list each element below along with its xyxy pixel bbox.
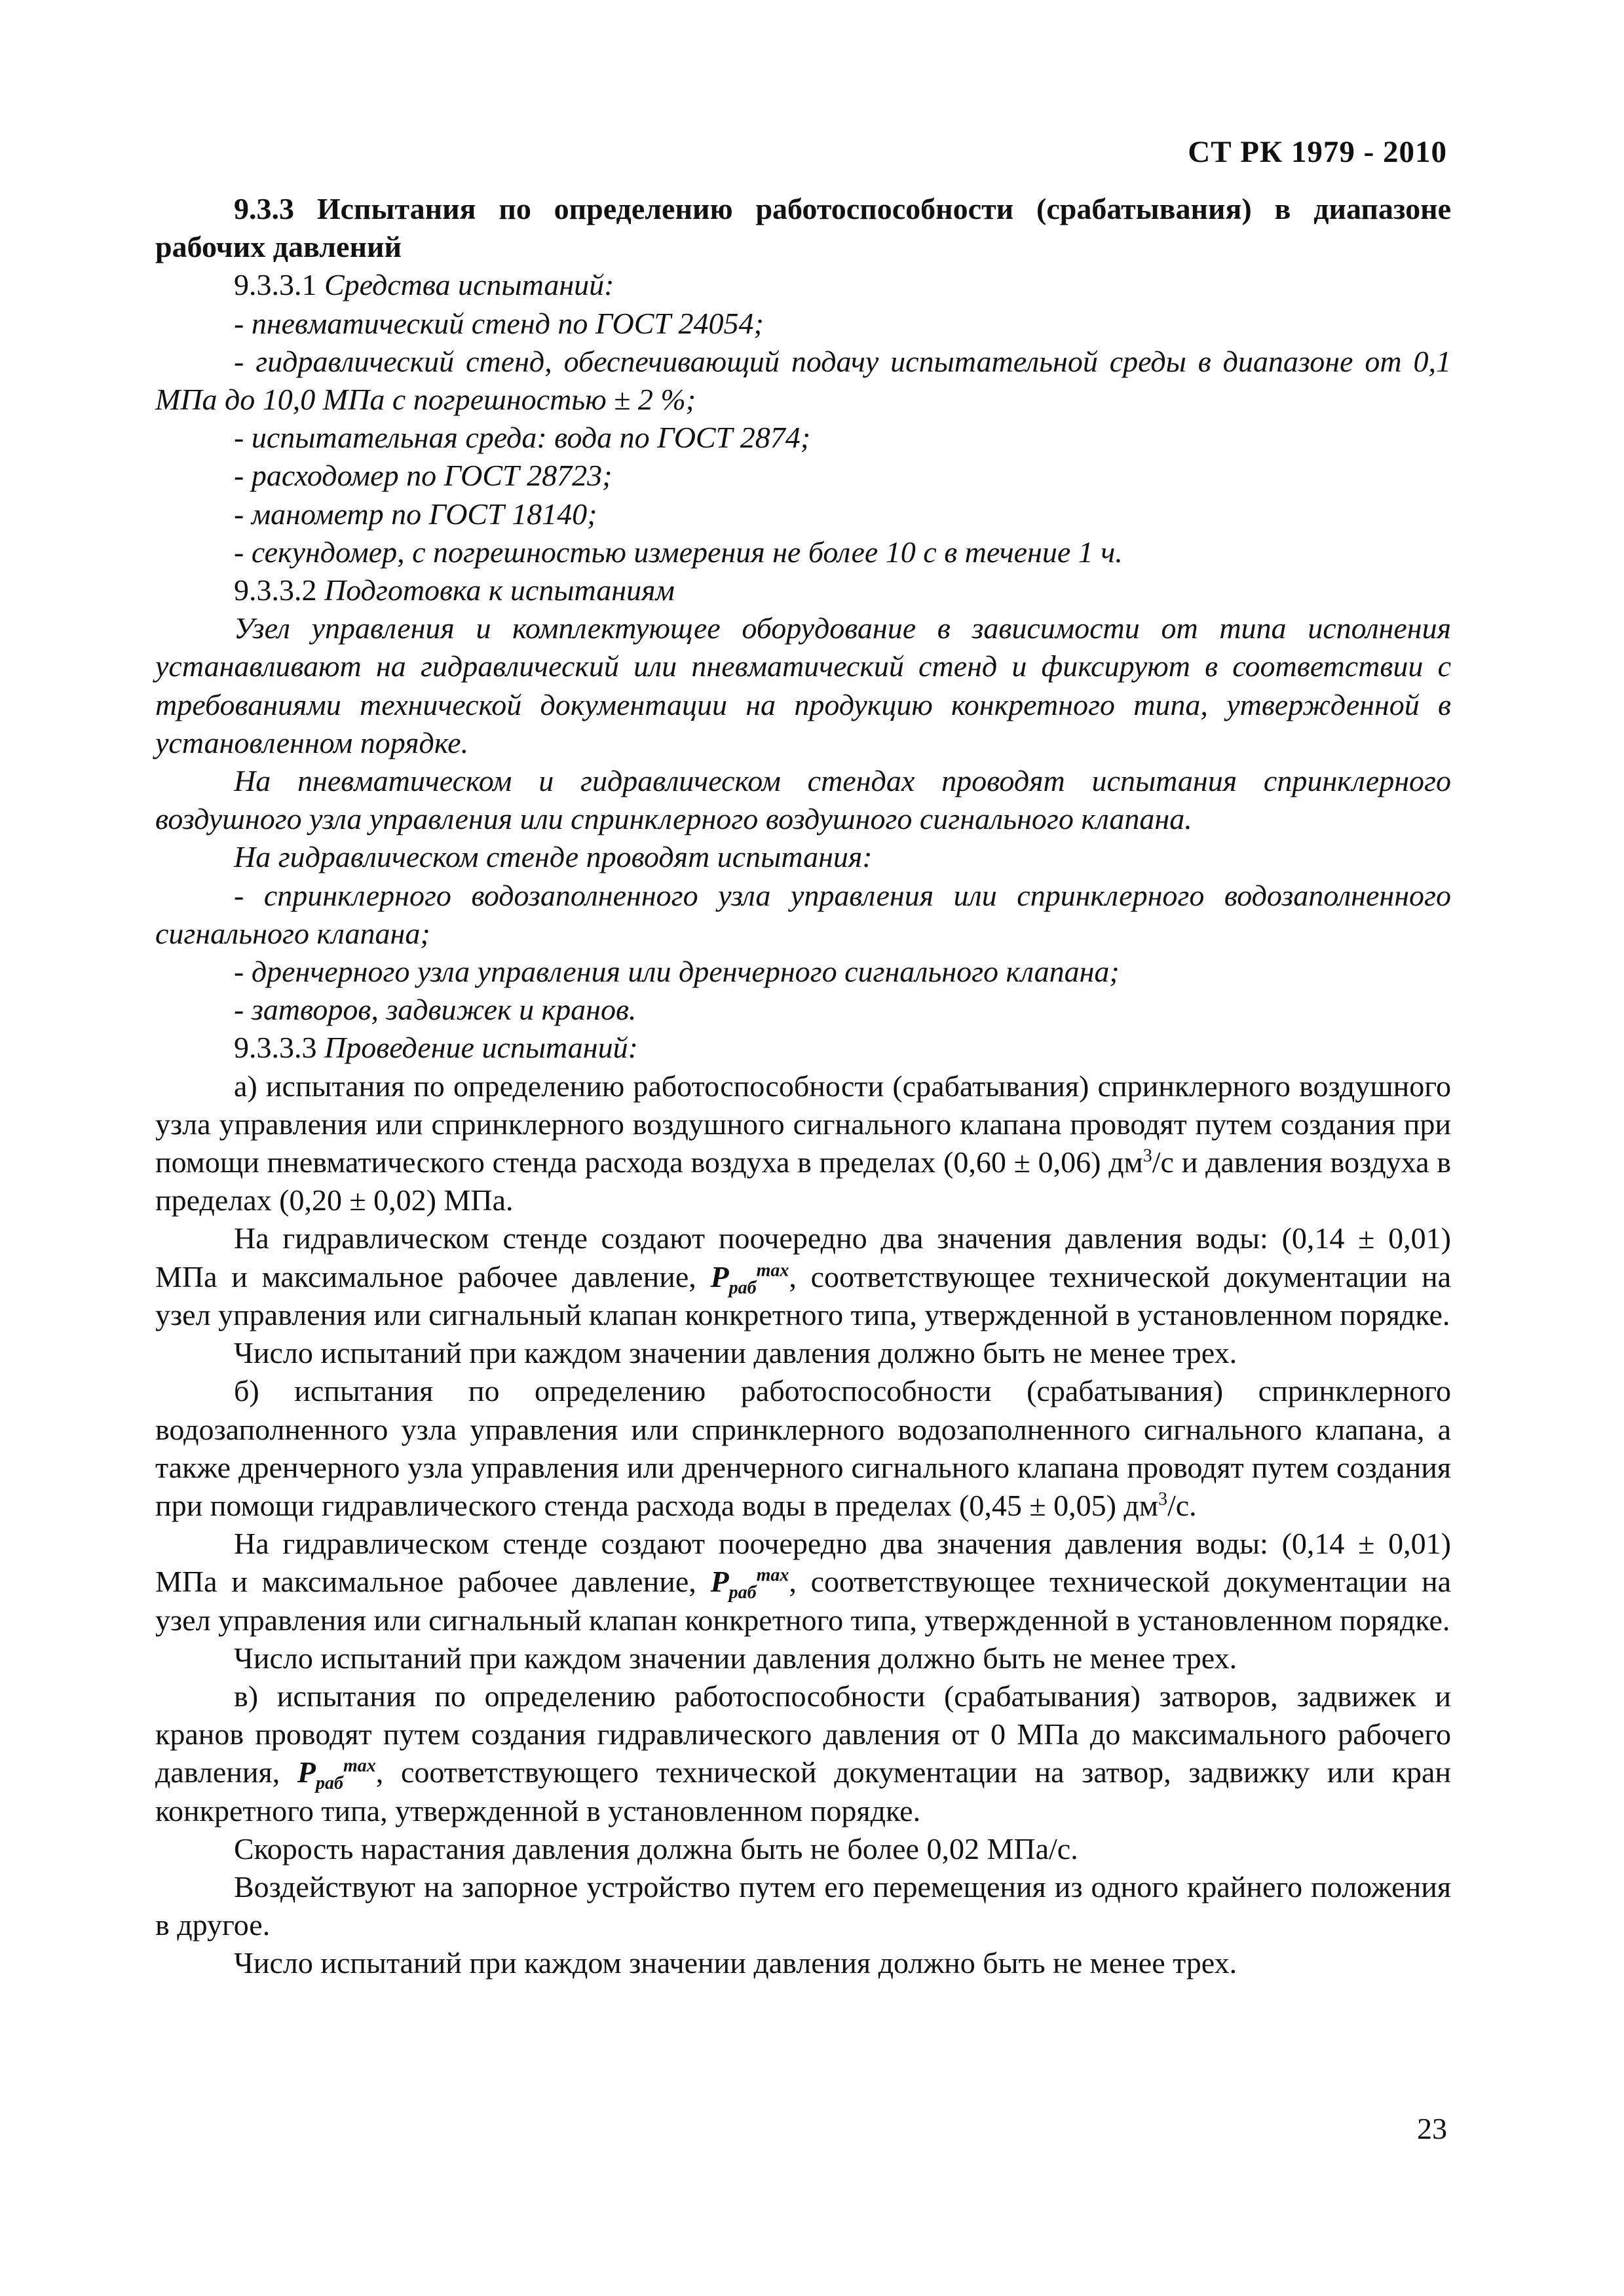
pressure-symbol: P: [710, 1259, 729, 1293]
paragraph: На пневматическом и гидравлическом стендах проводят испытания спринклерного воздушного узла управления или спринклерного воздушного сигнального клапана.: [155, 764, 1451, 836]
paragraph: Число испытаний при каждом значении давления должно быть не менее трех.: [234, 1946, 1237, 1980]
section-heading: 9.3.3 Испытания по определению работоспособности (срабатывания) в диапазоне рабочих давлений: [155, 192, 1451, 264]
pressure-subscript: раб: [728, 1277, 757, 1298]
pressure-superscript: max: [756, 1565, 789, 1586]
subsection-number: 9.3.3.3: [234, 1031, 317, 1065]
subsection-title: Подготовка к испытаниям: [324, 573, 675, 607]
paragraph: Число испытаний при каждом значении давления должно быть не менее трех.: [234, 1336, 1237, 1370]
paragraph: Узел управления и комплектующее оборудование в зависимости от типа исполнения устанавливают на гидравлический или пневматический стенд и фиксируют в соответствии с требованиями технической документации на продукцию конкретного типа, утвержденной в установленном порядке.: [155, 611, 1451, 759]
list-item: - расходомер по ГОСТ 28723;: [234, 459, 613, 493]
paragraph: Скорость нарастания давления должна быть не более 0,02 МПа/с.: [234, 1831, 1078, 1866]
paragraph: Воздействуют на запорное устройство путем его перемещения из одного крайнего положения в другое.: [155, 1869, 1451, 1942]
list-item: - секундомер, с погрешностью измерения не более 10 с в течение 1 ч.: [234, 535, 1123, 569]
paragraph-v: в) испытания по определению работоспособности (срабатывания) затворов, задвижек и кранов проводят путем создания гидравлического давления от 0 МПа до максимального рабочего давления, $P_{раб}^{max}$, соответствующего технической документации на затвор, задвижку или кран конкретного типа, утвержденной в установленном порядке.: [155, 1679, 1452, 1827]
list-item: - испытательная среда: вода по ГОСТ 2874;: [234, 421, 811, 455]
list-item: - спринклерного водозаполненного узла управления или спринклерного водозаполненного сигнального клапана;: [155, 878, 1451, 950]
subsection-prep-title: [155, 571, 1451, 609]
paragraph: Число испытаний при каждом значении давления должно быть не менее трех.: [234, 1641, 1237, 1675]
paragraph: На гидравлическом стенде проводят испытания:: [234, 840, 873, 874]
subsection-number: 9.3.3.2: [234, 573, 317, 607]
list-item: - гидравлический стенд, обеспечивающий подачу испытательной среды в диапазоне от 0,1 МПа до 10,0 МПа с погрешностью ± 2 %;: [155, 344, 1451, 417]
list-item: - манометр по ГОСТ 18140;: [234, 497, 597, 531]
subsection-title: Средства испытаний:: [324, 268, 614, 302]
pressure-superscript: max: [756, 1260, 789, 1281]
subsection-means-title: [155, 266, 1451, 304]
page-number: 23: [1417, 2112, 1447, 2145]
superscript: 3: [1142, 1145, 1152, 1166]
pressure-subscript: раб: [728, 1582, 757, 1603]
pressure-subscript: раб: [316, 1773, 343, 1794]
document-code: СТ РК 1979 - 2010: [1188, 135, 1447, 169]
paragraph: На гидравлическом стенде создают поочередно два значения давления воды: (0,14 ± 0,01) МПа и максимальное рабочее давление, $P_{раб}^{max}$, соответствующее технической документации на узел управления или сигнальный клапан конкретного типа, утвержденной в установленном порядке.: [155, 1527, 1451, 1637]
paragraph: На гидравлическом стенде создают поочередно два значения давления воды: (0,14 ± 0,01) МПа и максимальное рабочее давление, $P_{раб}^{max}$, соответствующее технической документации на узел управления или сигнальный клапан конкретного типа, утвержденной в установленном порядке.: [155, 1221, 1451, 1331]
subsection-number: 9.3.3.1: [234, 268, 317, 302]
subsection-title: Проведение испытаний:: [324, 1031, 638, 1065]
list-item: - пневматический стенд по ГОСТ 24054;: [234, 306, 764, 340]
superscript: 3: [1158, 1489, 1167, 1510]
paragraph-a: а) испытания по определению работоспособности (срабатывания) спринклерного воздушного узла управления или спринклерного воздушного сигнального клапана проводят путем создания при помощи пневматического стенда расхода воздуха в пределах (0,60 ± 0,06) $дм^3/с$ и давления воздуха в пределах (0,20 ± 0,02) МПа.: [155, 1069, 1451, 1217]
pressure-symbol: P: [297, 1755, 316, 1789]
pressure-superscript: max: [343, 1756, 376, 1776]
list-item: - затворов, задвижек и кранов.: [234, 993, 637, 1027]
list-item: - дренчерного узла управления или дренчерного сигнального клапана;: [234, 955, 1120, 989]
pressure-symbol: P: [710, 1565, 729, 1599]
subsection-conduct-title: [155, 1029, 1451, 1067]
document-body: [155, 190, 1451, 1983]
paragraph-b: б) испытания по определению работоспособности (срабатывания) спринклерного водозаполненного узла управления или спринклерного водозаполненного сигнального клапана, а также дренчерного узла управления или дренчерного сигнального клапана проводят путем создания при помощи гидравлического стенда расхода воды в пределах (0,45 ± 0,05) $дм^3/с$.: [155, 1374, 1451, 1522]
